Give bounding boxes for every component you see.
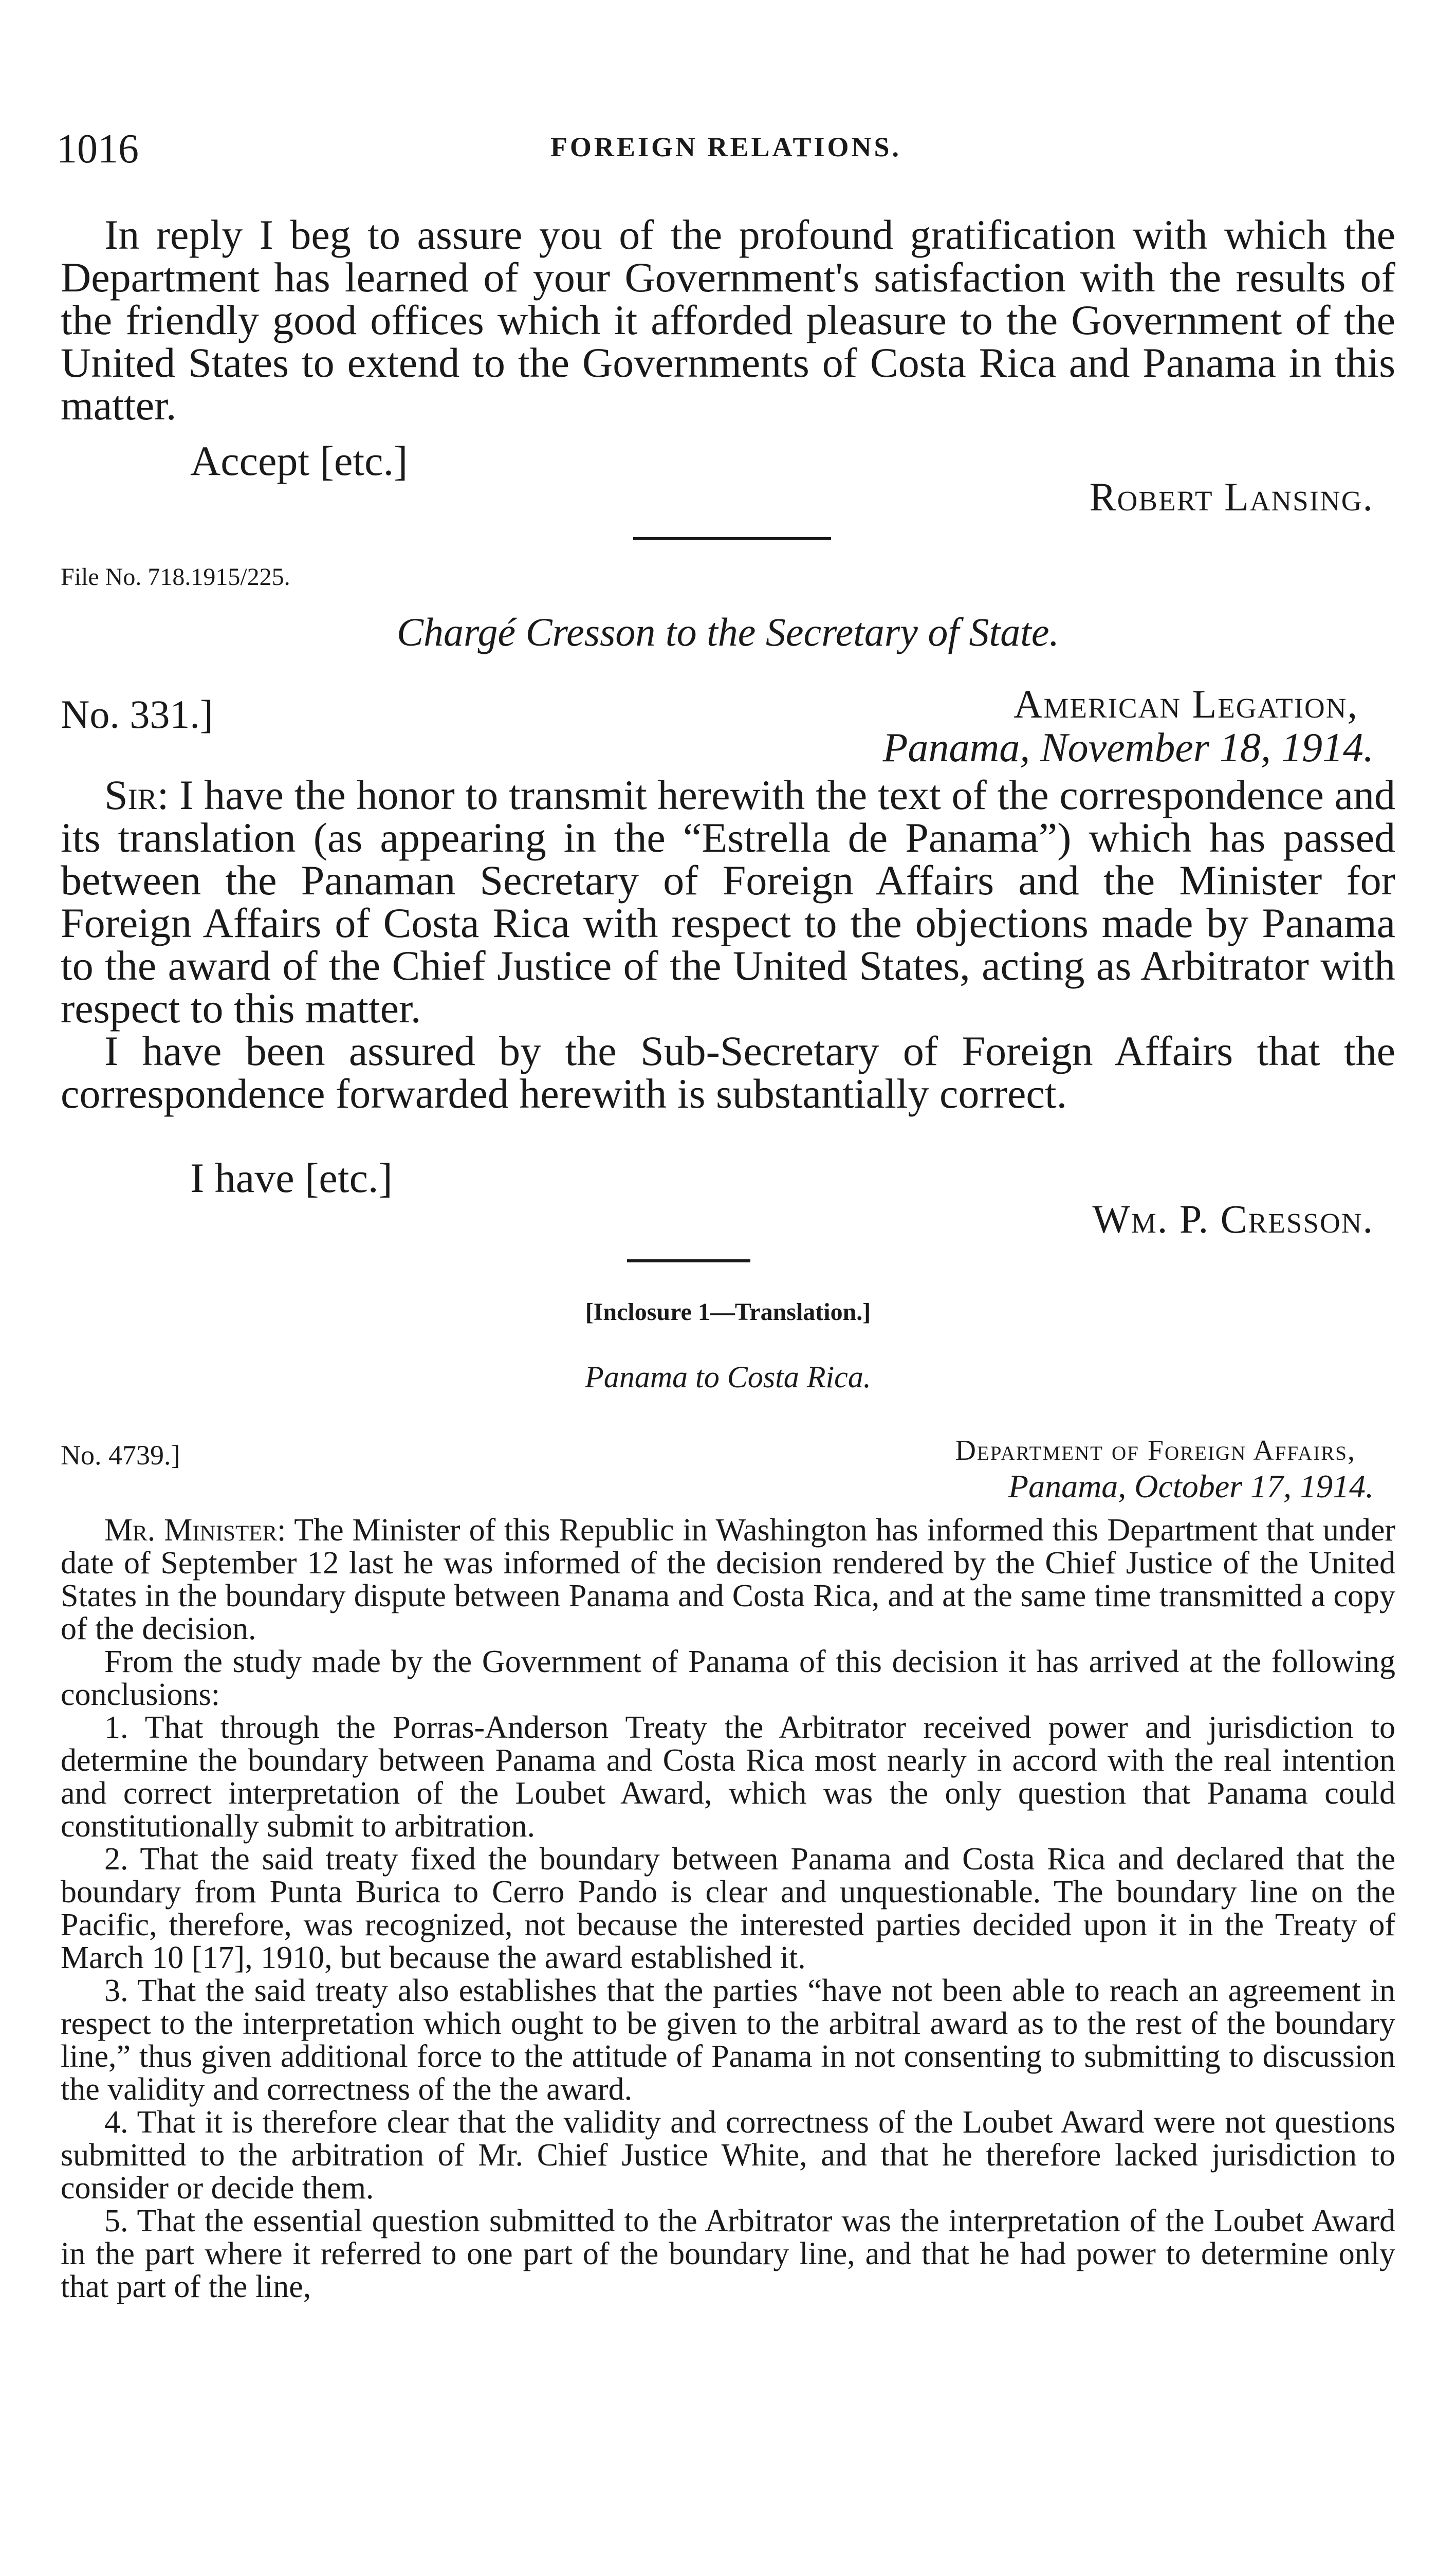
letter2-signature: Wm. P. Cresson.	[1092, 1197, 1374, 1241]
inclosure-label: [Inclosure 1—Translation.]	[585, 1298, 871, 1326]
inclosure-number: No. 4739.]	[61, 1440, 180, 1471]
inclosure-place-date: Panama, October 17, 1914.	[1008, 1468, 1374, 1504]
salutation-2: Mr. Minister:	[104, 1513, 286, 1548]
salutation: Sir:	[104, 772, 169, 818]
letter2-body	[61, 774, 1395, 1115]
letter2-number: No. 331.]	[61, 692, 213, 737]
letter2-closing: I have [etc.]	[190, 1154, 393, 1201]
file-number: File No. 718.1915/225.	[61, 563, 290, 591]
running-title: FOREIGN RELATIONS.	[550, 132, 902, 162]
inclosure-paragraph-2: From the study made by the Government of Panama of this decision it has arrived at the following conclusions:	[61, 1644, 1395, 1712]
letter1-paragraph: In reply I beg to assure you of the profound gratification with which the Department has learned of your Government's satisfaction with the results of the friendly good offices which it afforded pleasure to the Government of the United States to extend to the Governments of Costa Rica and Panama in this matter.	[61, 211, 1395, 429]
letter2-paragraph-2: I have been assured by the Sub-Secretary of Foreign Affairs that the correspondence forwarded herewith is substantially correct.	[61, 1027, 1395, 1117]
inclosure-title: Panama to Costa Rica.	[585, 1360, 871, 1394]
letter2-place-date: Panama, November 18, 1914.	[882, 725, 1374, 770]
section-divider-2	[627, 1259, 750, 1262]
page-number: 1016	[57, 126, 139, 172]
inclosure-paragraph-5: 3. That the said treaty also establishes that the parties “have not been able to reach an agreement in respect to the interpretation which ought to be given to the arbitral award as to the rest of the boundary line,” thus given additional force to the attitude of Panama in not consenting to submitting to discussion the validity and correctness of the the award.	[61, 1973, 1395, 2107]
inclosure-body	[61, 1514, 1395, 2303]
inclosure-sender: Department of Foreign Affairs,	[955, 1435, 1356, 1466]
letter2-sender: American Legation,	[1013, 682, 1358, 726]
inclosure-paragraph-1: Mr. Minister: The Minister of this Republic in Washington has informed this Department that under date of September 12 last he was informed of the decision rendered by the Chief Justice of the United States in the boundary dispute between Panama and Costa Rica, and at the same time transmitted a copy of the decision.	[61, 1513, 1395, 1646]
letter1-closing: Accept [etc.]	[190, 437, 408, 484]
letter1-body	[61, 213, 1395, 427]
section-divider	[633, 537, 831, 540]
letter2-paragraph-1: Sir: I have the honor to transmit herewith the text of the correspondence and its translation (as appearing in the “Estrella de Panama”) which has passed between the Panaman Secretary of Foreign Affairs and the Minister for Foreign Affairs of Costa Rica with respect to the objections made by Panama to the award of the Chief Justice of the United States, acting as Arbitrator with respect to this matter.	[61, 772, 1395, 1032]
letter1-signature: Robert Lansing.	[1089, 474, 1374, 519]
inclosure-paragraph-3: 1. That through the Porras-Anderson Treaty the Arbitrator received power and jurisdiction to determine the boundary between Panama and Costa Rica most nearly in accord with the real intention and correct interpretation of the Loubet Award, which was the only question that Panama could constitutionally submit to arbitration.	[61, 1710, 1395, 1844]
inclosure-paragraph-4: 2. That the said treaty fixed the boundary between Panama and Costa Rica and declared that the boundary from Punta Burica to Cerro Pando is clear and unquestionable. The boundary line on the Pacific, therefore, was recognized, not because the interested parties decided upon it in the Treaty of March 10 [17], 1910, but because the award established it.	[61, 1842, 1395, 1975]
inclosure-paragraph-6: 4. That it is therefore clear that the validity and correctness of the Loubet Award were not questions submitted to the arbitration of Mr. Chief Justice White, and that he therefore lacked jurisdiction to consider or decide them.	[61, 2105, 1395, 2206]
letter2-title: Chargé Cresson to the Secretary of State.	[397, 610, 1059, 654]
running-header	[57, 126, 1395, 182]
inclosure-paragraph-7: 5. That the essential question submitted to the Arbitrator was the interpretation of the Loubet Award in the part where it referred to one part of the boundary line, and that he had power to determine only that part of the line,	[61, 2204, 1395, 2304]
